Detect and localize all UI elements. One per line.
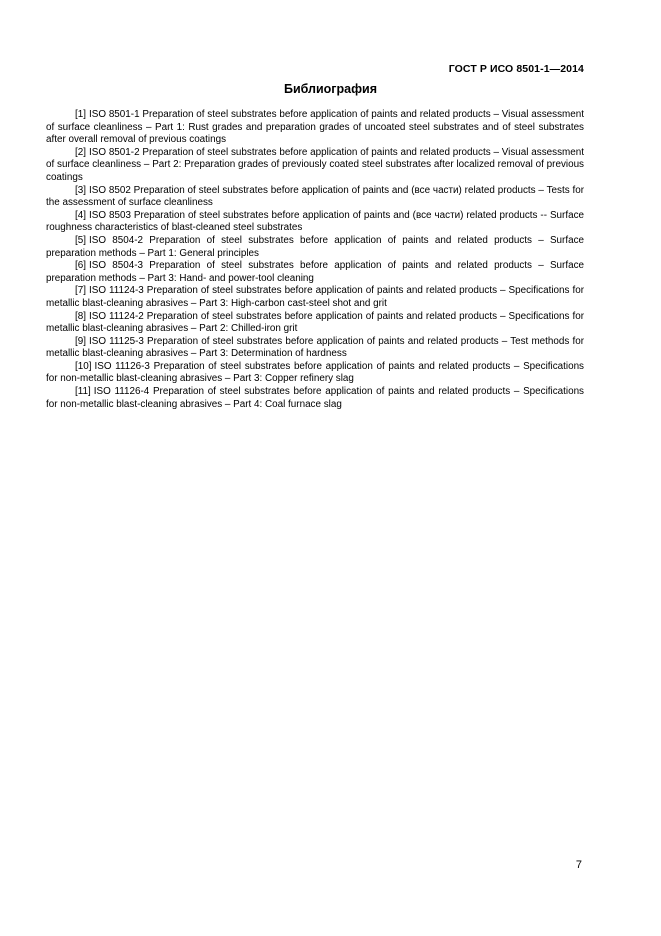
reference-text: ISO 8502 Preparation of steel substrates before application of paints and (все части) related products – Tests for the assessment of surface cleanliness [46,184,584,209]
reference-text: ISO 11125-3 Preparation of steel substrates before application of paints and related products – Test methods for metallic blast-cleaning abrasives – Part 3: Determination of hardness [46,335,584,360]
reference-item-3 [46,185,584,210]
reference-list [46,109,584,411]
reference-item-7 [46,285,584,310]
bibliography-title: Библиография [283,82,378,96]
reference-number: [10] [75,360,92,372]
reference-number: [11] [75,386,91,398]
reference-number: [6] [75,260,86,272]
reference-text: ISO 11124-3 Preparation of steel substrates before application of paints and related products – Specifications for metallic blast-cleaning abrasives – Part 3: High-carbon cast-steel shot and grit [46,285,584,309]
reference-text: ISO 8504-2 Preparation of steel substrates before application of paints and related products – Surface preparation methods – Part 1: General principles [46,234,584,259]
reference-number: [9] [75,335,86,347]
document-code-header: ГОСТ Р ИСО 8501-1—2014 [448,63,584,75]
reference-item-8 [46,311,584,336]
reference-number: [7] [75,285,86,297]
reference-text: ISO 11124-2 Preparation of steel substrates before application of paints and related products – Specifications for metallic blast-cleaning abrasives – Part 2: Chilled-iron grit [46,310,584,335]
reference-text: ISO 8501-2 Preparation of steel substrates before application of paints and related products – Visual assessment of surface cleanliness – Part 2: Preparation grades of previously coated steel substrates after localized removal of previous coatings [46,146,584,183]
reference-number: [5] [75,234,86,246]
reference-text: ISO 11126-4 Preparation of steel substrates before application of paints and related products – Specifications for non-metallic blast-cleaning abrasives – Part 4: Coal furnace slag [46,386,584,410]
page-number: 7 [575,859,582,871]
reference-text: ISO 8504-3 Preparation of steel substrates before application of paints and related products – Surface preparation methods – Part 3: Hand- and power-tool cleaning [46,260,584,284]
reference-item-11 [46,386,584,411]
reference-item-4 [46,210,584,235]
reference-item-10 [46,361,584,386]
reference-number: [3] [75,184,86,196]
reference-number: [2] [75,146,86,158]
reference-number: [8] [75,310,86,322]
reference-text: ISO 8503 Preparation of steel substrates before application of paints and (все части) related products -- Surface roughness characteristics of blast-cleaned steel substrates [46,209,584,234]
reference-text: ISO 8501-1 Preparation of steel substrates before application of paints and related products – Visual assessment of surface cleanliness – Part 1: Rust grades and preparation grades of uncoated steel substrates and of steel substrates after overall removal of previous coatings [46,109,584,146]
reference-item-6 [46,260,584,285]
reference-item-9 [46,336,584,361]
reference-item-1 [46,109,584,147]
reference-number: [1] [75,109,86,120]
reference-item-2 [46,147,584,185]
reference-item-5 [46,235,584,260]
reference-number: [4] [75,209,86,221]
reference-text: ISO 11126-3 Preparation of steel substrates before application of paints and related products – Specifications for non-metallic blast-cleaning abrasives – Part 3: Copper refinery slag [46,360,584,385]
